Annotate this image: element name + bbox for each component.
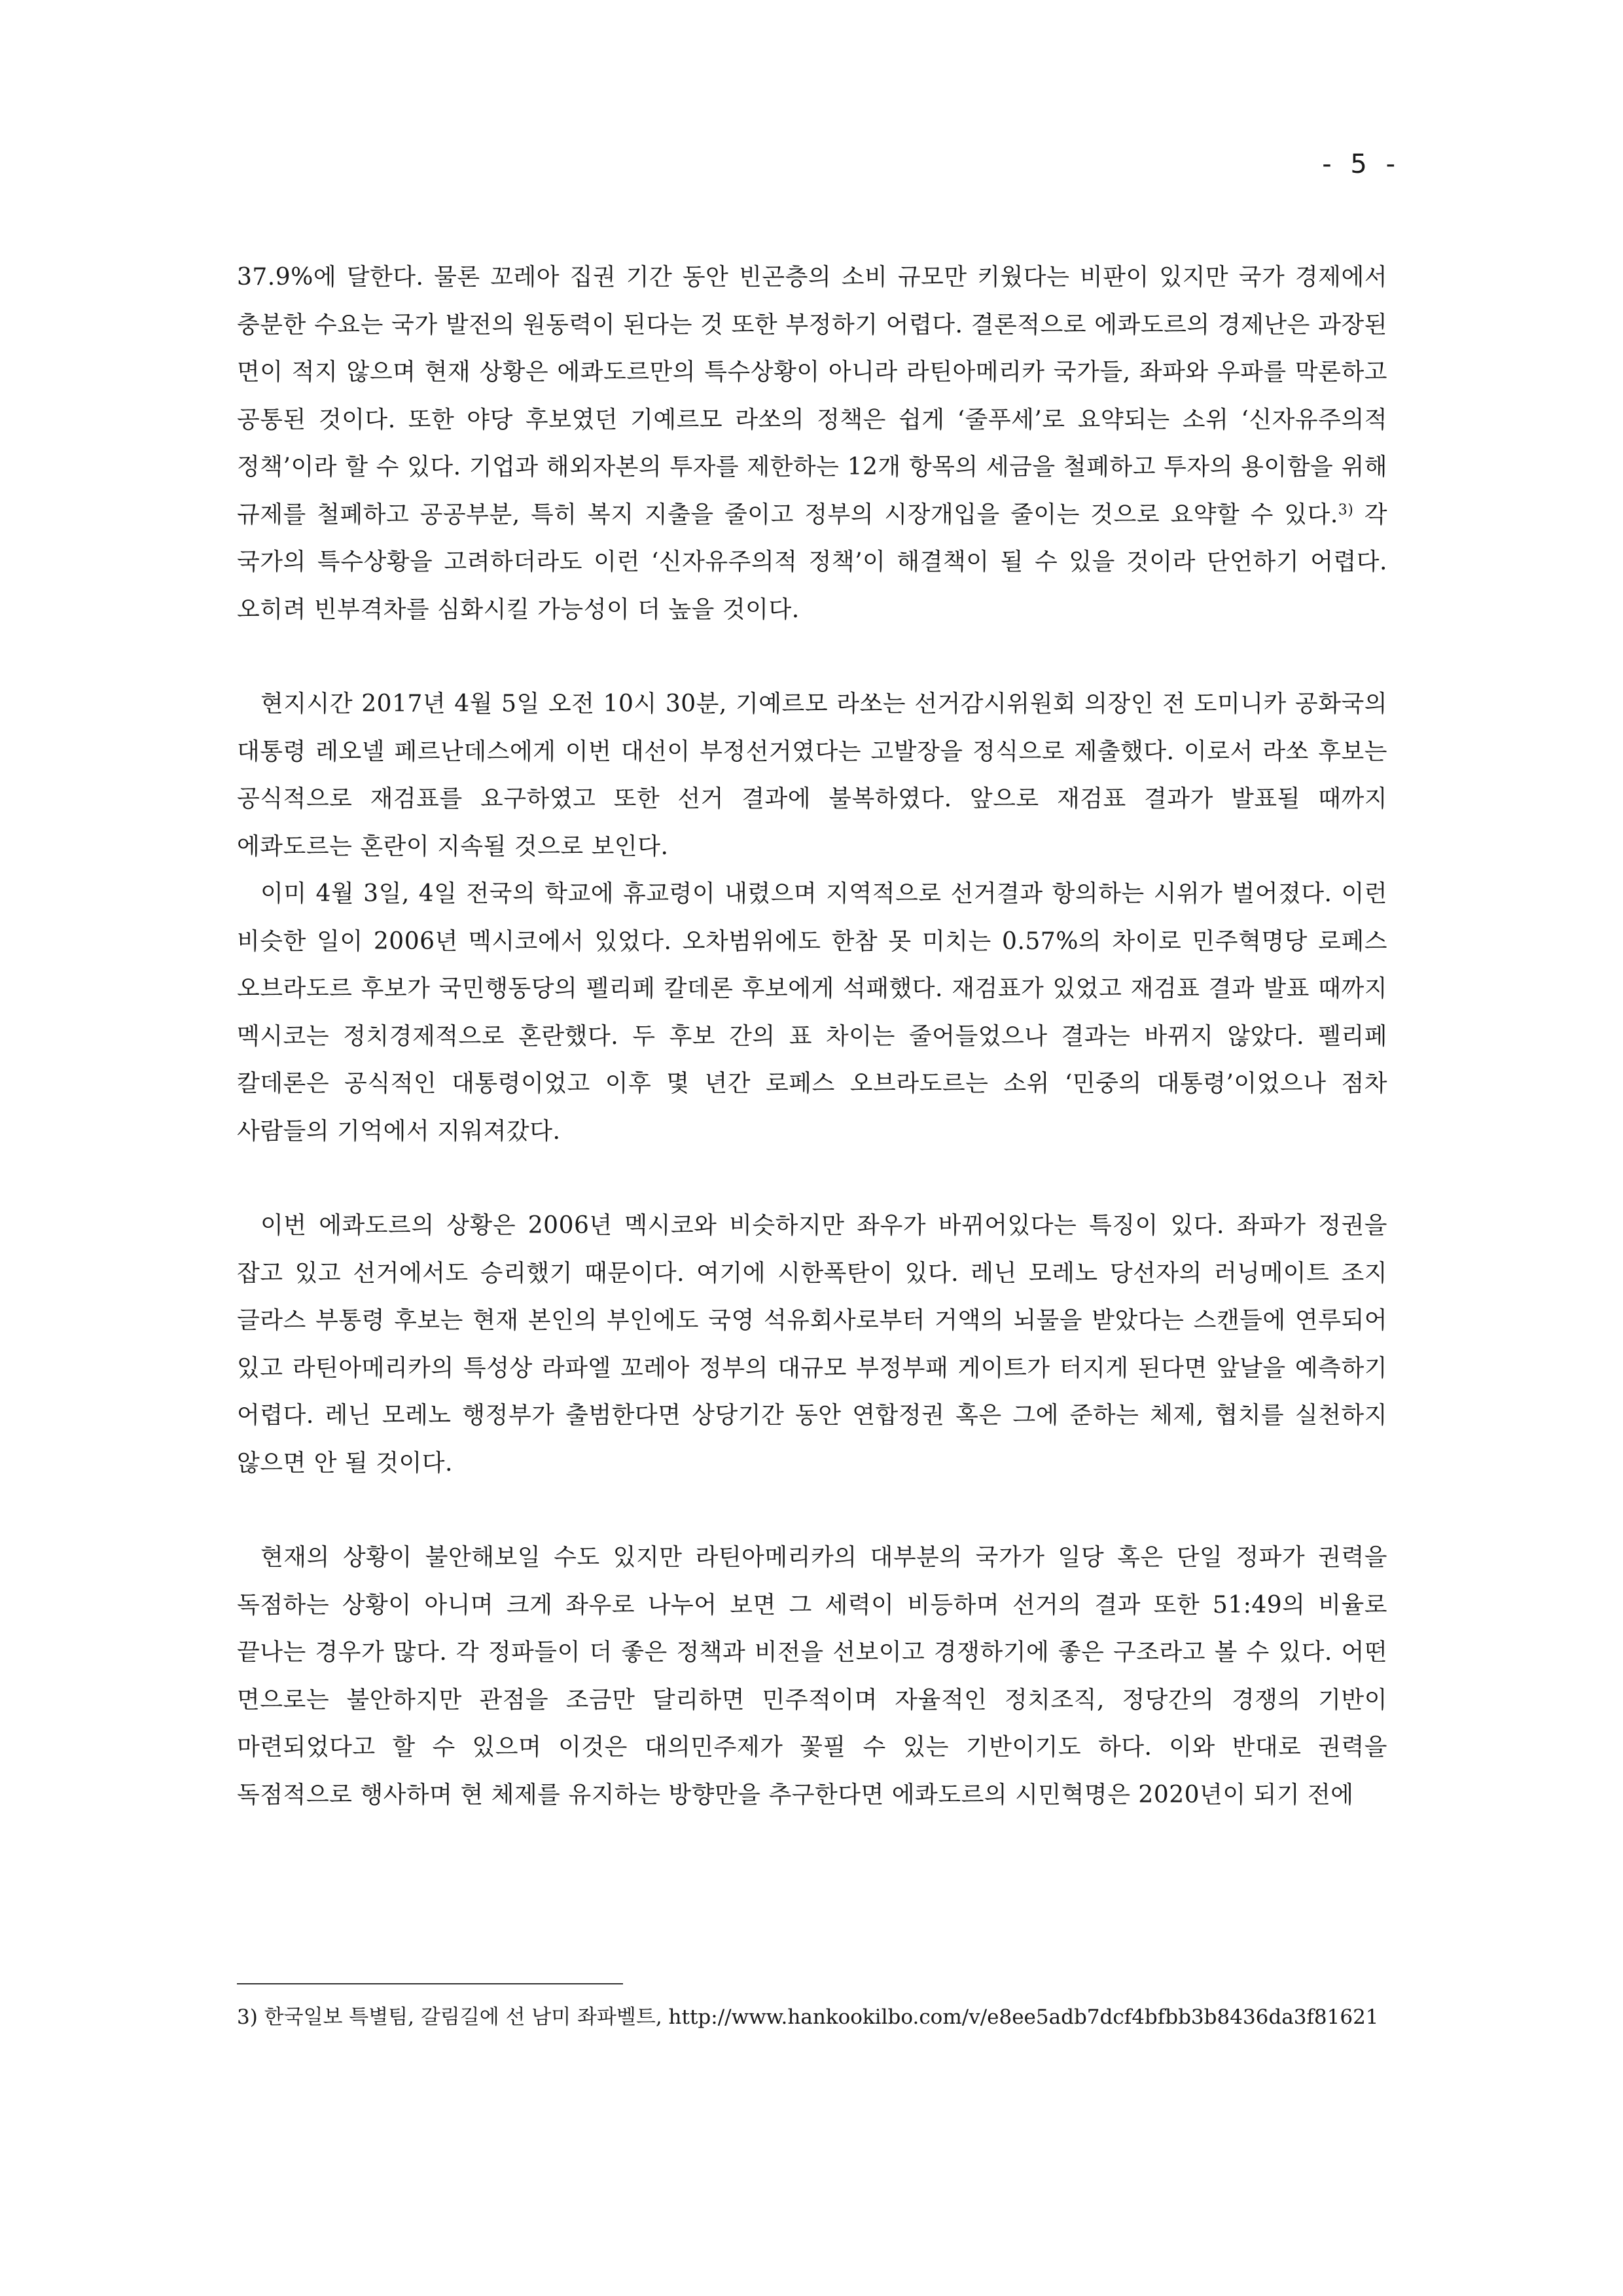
paragraph-2: 현지시간 2017년 4월 5일 오전 10시 30분, 기예르모 라쏘는 선거감시위원회 의장인 전 도미니카 공화국의 대통령 레오넬 페르난데스에게 이번 대선이 부정선거였다는 고발장을 정식으로 제출했다. 이로서 라쏘 후보는 공식적으로 재검표를 요구하였고 또한 선거 결과에 불복하였다. 앞으로 재검표 결과가 발표될 때까지 에콰도르는 혼란이 지속될 것으로 보인다. bbox=[237, 691, 1387, 860]
paragraph-5: 현재의 상황이 불안해보일 수도 있지만 라틴아메리카의 대부분의 국가가 일당 혹은 단일 정파가 권력을 독점하는 상황이 아니며 크게 좌우로 나누어 보면 그 세력이 비등하며 선거의 결과 또한 51:49의 비율로 끝나는 경우가 많다. 각 정파들이 더 좋은 정책과 비전을 선보이고 경쟁하기에 좋은 구조라고 볼 수 있다. 어떤 면으로는 불안하지만 관점을 조금만 달리하면 민주적이며 자율적인 정치조직, 정당간의 경쟁의 기반이 마련되었다고 할 수 있으며 이것은 대의민주제가 꽃필 수 있는 기반이기도 하다. 이와 반대로 권력을 독점적으로 행사하며 현 체제를 유지하는 방향만을 추구한다면 에콰도르의 시민혁명은 2020년이 되기 전에 bbox=[237, 1544, 1387, 1808]
paragraph-1-part-b: 각 국가의 특수상황을 고려하더라도 이런 ‘신자유주의적 정책’이 해결책이 될 수 있을 것이라 단언하기 어렵다. 오히려 빈부격차를 심화시킬 가능성이 더 높을 것이다. bbox=[237, 501, 1387, 623]
paragraph-3: 이미 4월 3일, 4일 전국의 학교에 휴교령이 내렸으며 지역적으로 선거결과 항의하는 시위가 벌어졌다. 이런 비슷한 일이 2006년 멕시코에서 있었다. 오차범위에도 한참 못 미치는 0.57%의 차이로 민주혁명당 로페스 오브라도르 후보가 국민행동당의 펠리페 칼데론 후보에게 석패했다. 재검표가 있었고 재검표 결과 발표 때까지 멕시코는 정치경제적으로 혼란했다. 두 후보 간의 표 차이는 줄어들었으나 결과는 바뀌지 않았다. 펠리페 칼데론은 공식적인 대통령이었고 이후 몇 년간 로페스 오브라도르는 소위 ‘민중의 대통령’이었으나 점차 사람들의 기억에서 지워져갔다. bbox=[237, 880, 1387, 1145]
paragraph-1 bbox=[237, 254, 1387, 634]
footnote-divider bbox=[237, 1983, 623, 1984]
paragraph-4: 이번 에콰도르의 상황은 2006년 멕시코와 비슷하지만 좌우가 바뀌어있다는 특징이 있다. 좌파가 정권을 잡고 있고 선거에서도 승리했기 때문이다. 여기에 시한폭탄이 있다. 레닌 모레노 당선자의 러닝메이트 조지 글라스 부통령 후보는 현재 본인의 부인에도 국영 석유회사로부터 거액의 뇌물을 받았다는 스캔들에 연루되어 있고 라틴아메리카의 특성상 라파엘 꼬레아 정부의 대규모 부정부패 게이트가 터지게 된다면 앞날을 예측하기 어렵다. 레닌 모레노 행정부가 출범한다면 상당기간 동안 연합정권 혹은 그에 준하는 체제, 협치를 실천하지 않으면 안 될 것이다. bbox=[237, 1212, 1387, 1477]
paragraph-1-part-a: 37.9%에 달한다. 물론 꼬레아 집권 기간 동안 빈곤층의 소비 규모만 키웠다는 비판이 있지만 국가 경제에서 충분한 수요는 국가 발전의 원동력이 된다는 것 또한 부정하기 어렵다. 결론적으로 에콰도르의 경제난은 과장된 면이 적지 않으며 현재 상황은 에콰도르만의 특수상황이 아니라 라틴아메리카 국가들, 좌파와 우파를 막론하고 공통된 것이다. 또한 야당 후보였던 기예르모 라쏘의 정책은 쉽게 ‘줄푸세’로 요약되는 소위 ‘신자유주의적 정책’이라 할 수 있다. 기업과 해외자본의 투자를 제한하는 12개 항목의 세금을 철폐하고 투자의 용이함을 위해 규제를 철폐하고 공공부분, 특히 복지 지출을 줄이고 정부의 시장개입을 줄이는 것으로 요약할 수 있다. bbox=[237, 264, 1387, 528]
footnote-3: 3) 한국일보 특별팀, 갈림길에 선 남미 좌파벨트, http://www.hankookilbo.com/v/e8ee5adb7dcf4bfbb3b8436da3f81621 bbox=[237, 2005, 1379, 2029]
body-text bbox=[237, 254, 1387, 1819]
footnote-reference-3[interactable]: 3) bbox=[1338, 501, 1354, 518]
page-number: - 5 - bbox=[1322, 149, 1400, 179]
